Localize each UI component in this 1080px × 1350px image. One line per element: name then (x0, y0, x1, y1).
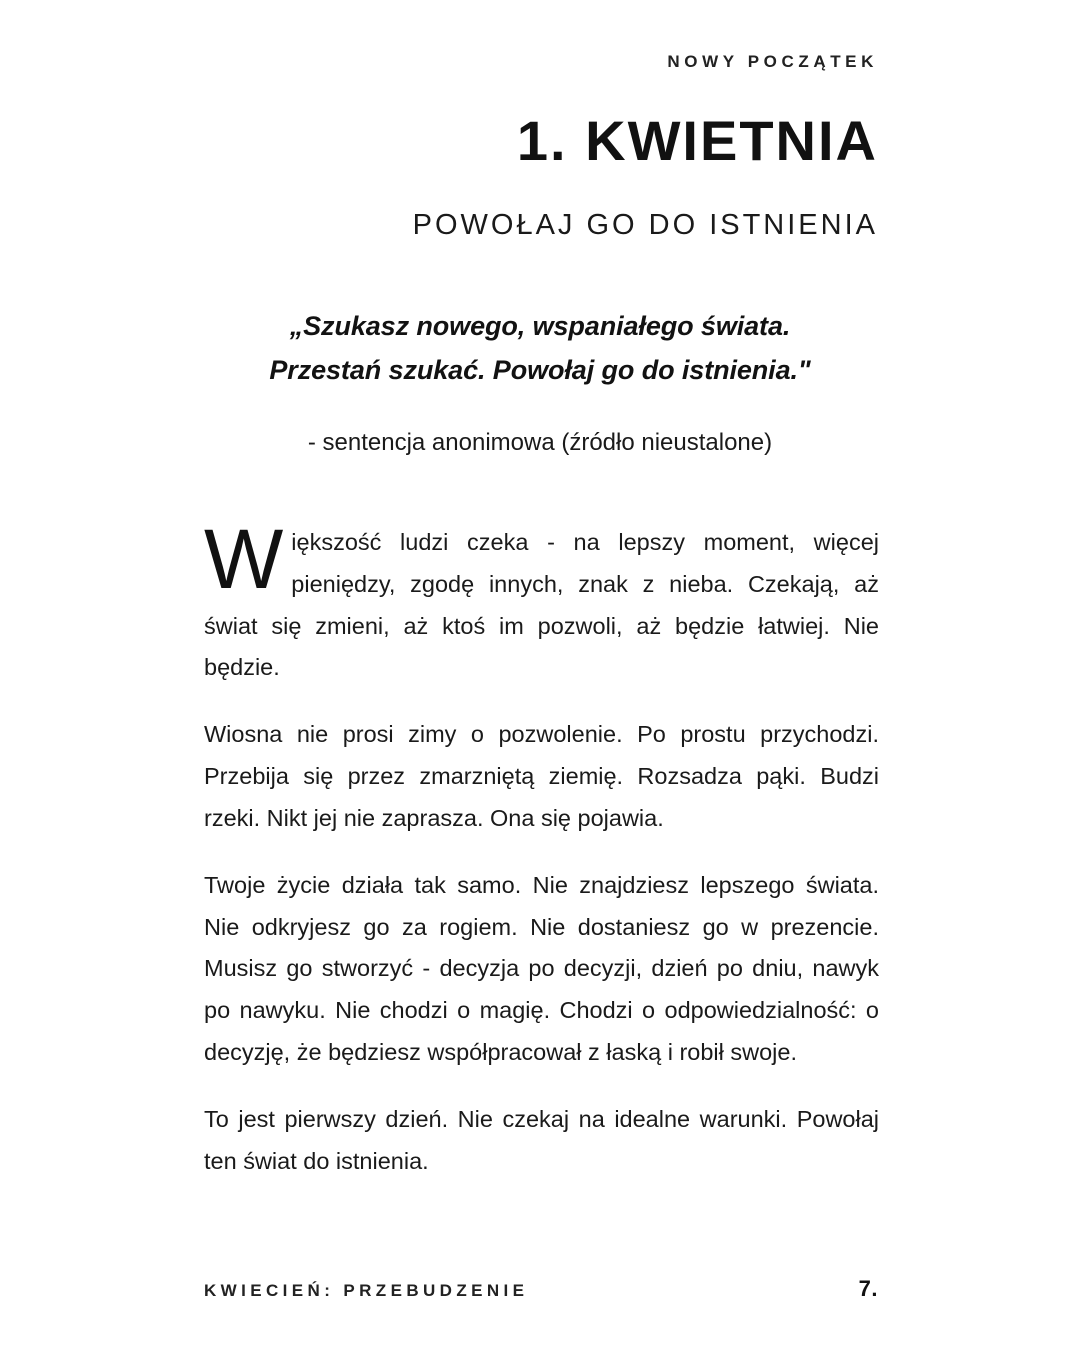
body-paragraph: Twoje życie działa tak samo. Nie znajdziesz lepszego świata. Nie odkryjesz go za rogiem. Nie dostaniesz go w prezencie. Musisz go stworzyć - decyzja po decyzji, dzień po dniu, nawyk po nawyku. Nie chodzi o magię. Chodzi o odpowiedzialność: o decyzję, że będziesz współpracował z łaską i robił swoje. (204, 871, 879, 1066)
epigraph-block (160, 305, 920, 460)
running-head: NOWY POCZĄTEK (667, 52, 878, 71)
page-footer (204, 1276, 878, 1302)
page-number: 7. (858, 1276, 878, 1301)
body-text (204, 512, 879, 1183)
page-subtitle: POWOŁAJ GO DO ISTNIENIA (412, 208, 878, 241)
quote-line-1: „Szukasz nowego, wspaniałego świata. (289, 311, 791, 341)
quote-attribution: - sentencja anonimowa (źródło nieustalone) (307, 429, 773, 457)
quote-line-2: Przestań szukać. Powołaj go do istnienia." (269, 354, 811, 385)
body-paragraph: Większość ludzi czeka - na lepszy moment, więcej pieniędzy, zgodę innych, znak z nieba. Czekają, aż świat się zmieni, aż ktoś im pozwoli, aż będzie łatwiej. Nie będzie. (204, 512, 879, 681)
body-paragraph: To jest pierwszy dzień. Nie czekaj na idealne warunki. Powołaj ten świat do istnienia. (204, 1105, 879, 1174)
page-header (204, 52, 878, 266)
page-title: 1. KWIETNIA (516, 109, 878, 173)
footer-section-label: KWIECIEŃ: PRZEBUDZENIE (204, 1281, 529, 1300)
body-paragraph: Wiosna nie prosi zimy o pozwolenie. Po prostu przychodzi. Przebija się przez zmarzniętą ziemię. Rozsadza pąki. Budzi rzeki. Nikt jej nie zaprasza. Ona się pojawia. (204, 721, 879, 831)
